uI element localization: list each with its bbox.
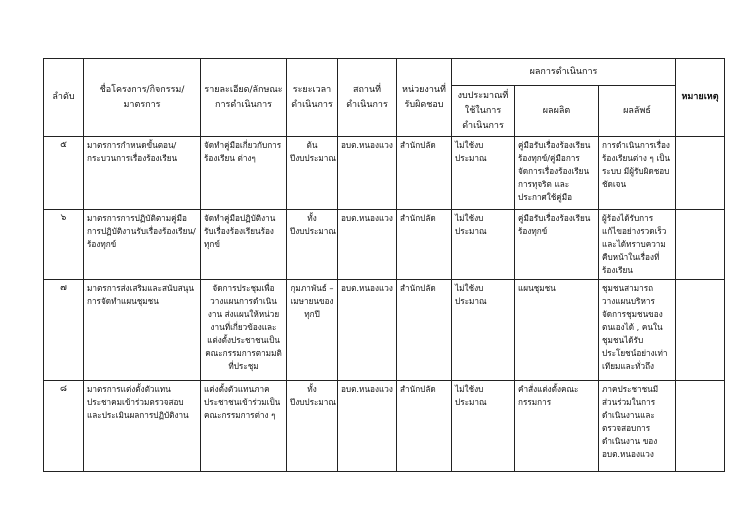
header-no: ลำดับ bbox=[44, 59, 84, 137]
header-details: รายละเอียด/ลักษณะการดำเนินการ bbox=[201, 59, 287, 137]
row-details: จัดการประชุมเพื่อวางแผนการดำเนินงาน ส่งแผนให้หน่วยงานที่เกี่ยวข้องและแต่งตั้งประชาชนเป็นคณะกรรมการตามมติที่ประชุม bbox=[201, 280, 287, 381]
header-period: ระยะเวลาดำเนินการ bbox=[287, 59, 338, 137]
row-no: ๘ bbox=[44, 381, 84, 472]
row-unit: สำนักปลัด bbox=[397, 210, 452, 280]
header-budget: งบประมาณที่ใช้ในการดำเนินการ bbox=[452, 86, 515, 137]
table-row bbox=[44, 210, 725, 280]
row-output: คำสั่งแต่งตั้งคณะกรรมการ bbox=[515, 381, 599, 472]
row-outcome: ผู้ร้องได้รับการแก้ไขอย่างรวดเร็ว และได้ทราบความคืบหน้าในเรื่องที่ร้องเรียน bbox=[599, 210, 676, 280]
row-output: แผนชุมชน bbox=[515, 280, 599, 381]
row-project: มาตรการกำหนดขั้นตอน/กระบวนการเรื่องร้องเรียน bbox=[84, 137, 201, 210]
row-remark bbox=[676, 381, 725, 472]
row-place: อบต.หนองแวง bbox=[338, 381, 397, 472]
row-place: อบต.หนองแวง bbox=[338, 137, 397, 210]
header-unit: หน่วยงานที่รับผิดชอบ bbox=[397, 59, 452, 137]
row-details: จัดทำคู่มือปฏิบัติงานรับเรื่องร้องเรียนร้องทุกข์ bbox=[201, 210, 287, 280]
row-period: ต้นปีงบประมาณ bbox=[287, 137, 338, 210]
header-remark: หมายเหตุ bbox=[676, 59, 725, 137]
row-output: คู่มือรับเรื่องร้องเรียนร้องทุกข์ bbox=[515, 210, 599, 280]
row-period: กุมภาพันธ์ – เมษายนของทุกปี bbox=[287, 280, 338, 381]
row-outcome: ชุมชนสามารถวางแผนบริหารจัดการชุมชนของตนเองได้ , คนในชุมชนได้รับประโยชน์อย่างเท่าเทียมและทั่วถึง bbox=[599, 280, 676, 381]
row-remark bbox=[676, 137, 725, 210]
row-remark bbox=[676, 210, 725, 280]
row-period: ทั้งปีงบประมาณ bbox=[287, 381, 338, 472]
header-outcome: ผลลัพธ์ bbox=[599, 86, 676, 137]
row-unit: สำนักปลัด bbox=[397, 137, 452, 210]
header-results: ผลการดำเนินการ bbox=[452, 59, 676, 86]
row-budget: ไม่ใช้งบประมาณ bbox=[452, 381, 515, 472]
row-unit: สำนักปลัด bbox=[397, 381, 452, 472]
row-outcome: การดำเนินการเรื่องร้องเรียนต่าง ๆ เป็นระบบ มีผู้รับผิดชอบชัดเจน bbox=[599, 137, 676, 210]
row-details: แต่งตั้งตัวแทนภาคประชาชนเข้าร่วมเป็นคณะกรรมการต่าง ๆ bbox=[201, 381, 287, 472]
header-project: ชื่อโครงการ/กิจกรรม/มาตรการ bbox=[84, 59, 201, 137]
row-unit: สำนักปลัด bbox=[397, 280, 452, 381]
row-budget: ไม่ใช้งบประมาณ bbox=[452, 280, 515, 381]
row-no: ๗ bbox=[44, 280, 84, 381]
row-project: มาตรการส่งเสริมและสนับสนุนการจัดทำแผนชุมชน bbox=[84, 280, 201, 381]
table-row bbox=[44, 280, 725, 381]
header-output: ผลผลิต bbox=[515, 86, 599, 137]
row-place: อบต.หนองแวง bbox=[338, 210, 397, 280]
row-period: ทั้งปีงบประมาณ bbox=[287, 210, 338, 280]
row-budget: ไม่ใช้งบประมาณ bbox=[452, 210, 515, 280]
row-no: ๕ bbox=[44, 137, 84, 210]
row-output: คู่มือรับเรื่องร้องเรียนร้องทุกข์/คู่มือการจัดการเรื่องร้องเรียนการทุจริต และประกาศใช้คู่มือ bbox=[515, 137, 599, 210]
row-project: มาตรการการปฏิบัติตามคู่มือการปฏิบัติงานรับเรื่องร้องเรียน/ร้องทุกข์ bbox=[84, 210, 201, 280]
table-row bbox=[44, 137, 725, 210]
row-no: ๖ bbox=[44, 210, 84, 280]
row-place: อบต.หนองแวง bbox=[338, 280, 397, 381]
project-table bbox=[43, 58, 725, 472]
row-budget: ไม่ใช้งบประมาณ bbox=[452, 137, 515, 210]
table-row bbox=[44, 381, 725, 472]
row-outcome: ภาคประชาชนมีส่วนร่วมในการดำเนินงานและตรวจสอบการดำเนินงาน ของ อบต.หนองแวง bbox=[599, 381, 676, 472]
row-remark bbox=[676, 280, 725, 381]
row-details: จัดทำคู่มือเกี่ยวกับการร้องเรียน ต่างๆ bbox=[201, 137, 287, 210]
row-project: มาตรการแต่งตั้งตัวแทนประชาคมเข้าร่วมตรวจสอบและประเมินผลการปฏิบัติงาน bbox=[84, 381, 201, 472]
header-place: สถานที่ดำเนินการ bbox=[338, 59, 397, 137]
project-table-page bbox=[43, 58, 724, 472]
